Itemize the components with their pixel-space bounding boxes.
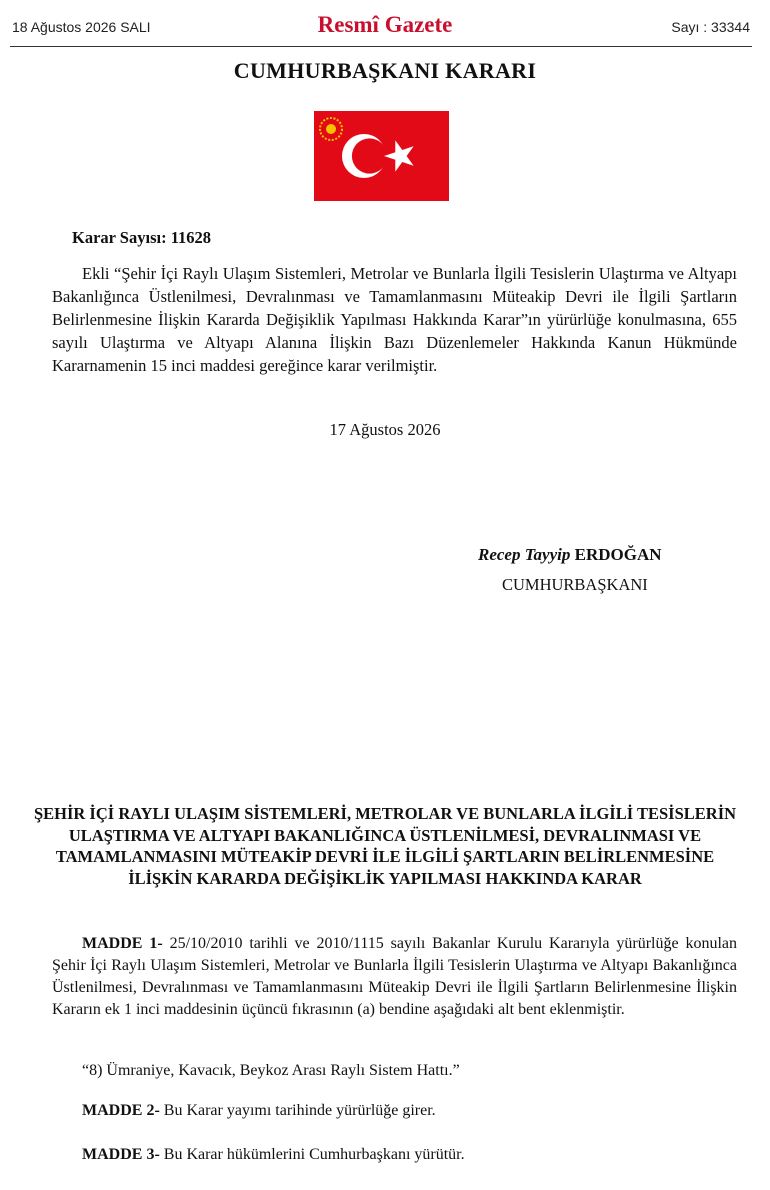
page-title: CUMHURBAŞKANI KARARI — [233, 58, 537, 83]
article-2-label: MADDE 2- — [82, 1102, 160, 1119]
article-3-label: MADDE 3- — [82, 1146, 160, 1163]
article-3 — [82, 1146, 465, 1164]
gazette-name: Resmî Gazete — [317, 12, 453, 37]
signatory-surname: ERDOĞAN — [574, 545, 662, 564]
article-1-text: 25/10/2010 tarihli ve 2010/1115 sayılı Bakanlar Kurulu Kararıyla yürürlüğe konulan Şehir İçi Raylı Ulaşım Sistemleri, Metrolar ve Bunlarla İlgili Tesislerin Ulaştırma ve Altyapı Bakanlığınca Üstlenilmesi, Devralınması ve Tamamlanmasını Müteakip Devri ile İlgili Şartların Belirlenmesine İlişkin Kararın ek 1 inci maddesinin üçüncü fıkrasının (a) bendine aşağıdaki alt bent eklenmiştir. — [52, 935, 738, 1018]
presidential-seal-icon — [318, 116, 344, 142]
article-2-text: Bu Karar yayımı tarihinde yürürlüğe girer. — [159, 1102, 436, 1119]
signatory-title: CUMHURBAŞKANI — [502, 575, 648, 594]
intro-paragraph: Ekli “Şehir İçi Raylı Ulaşım Sistemleri, Metrolar ve Bunlarla İlgili Tesislerin Ulaştırma ve Altyapı Bakanlığınca Üstlenilmesi, Devralınması ve Tamamlanmasını Müteakip Devri ile İlgili Şartların Belirlenmesine İlişkin Kararda Değişiklik Yapılması Hakkında Karar”ın yürürlüğe konulmasına, 655 sayılı Ulaştırma ve Altyapı Alanına İlişkin Bazı Düzenlemeler Hakkında Kanun Hükmünde Kararnamenin 15 inci maddesi gereğince karar verilmiştir. — [52, 264, 737, 375]
issue-number: Sayı : 33344 — [671, 19, 750, 35]
added-subclause: “8) Ümraniye, Kavacık, Beykoz Arası Raylı Sistem Hattı.” — [82, 1062, 460, 1079]
gazette-header — [0, 0, 770, 52]
article-1 — [52, 933, 737, 1021]
decision-number: Karar Sayısı: 11628 — [72, 228, 212, 247]
header-divider — [10, 46, 752, 47]
signatory-name — [478, 545, 662, 565]
article-3-text: Bu Karar hükümlerini Cumhurbaşkanı yürütür. — [159, 1146, 465, 1163]
article-2 — [82, 1102, 436, 1120]
article-1-label: MADDE 1- — [82, 935, 163, 952]
annex-title: ŞEHİR İÇİ RAYLI ULAŞIM SİSTEMLERİ, METROLAR VE BUNLARLA İLGİLİ TESİSLERİN ULAŞTIRMA VE ALTYAPI BAKANLIĞINCA ÜSTLENİLMESİ, DEVRALINMASI VE TAMAMLANMASINI MÜTEAKİP DEVRİ İLE İLGİLİ ŞARTLARIN BELİRLENMESİNE İLİŞKİN KARARDA DEĞİŞİKLİK YAPILMASI HAKKINDA KARAR — [33, 804, 737, 888]
decision-date: 17 Ağustos 2026 — [329, 420, 441, 439]
signatory-first-names: Recep Tayyip — [478, 545, 571, 564]
publication-date: 18 Ağustos 2026 SALI — [12, 19, 151, 35]
